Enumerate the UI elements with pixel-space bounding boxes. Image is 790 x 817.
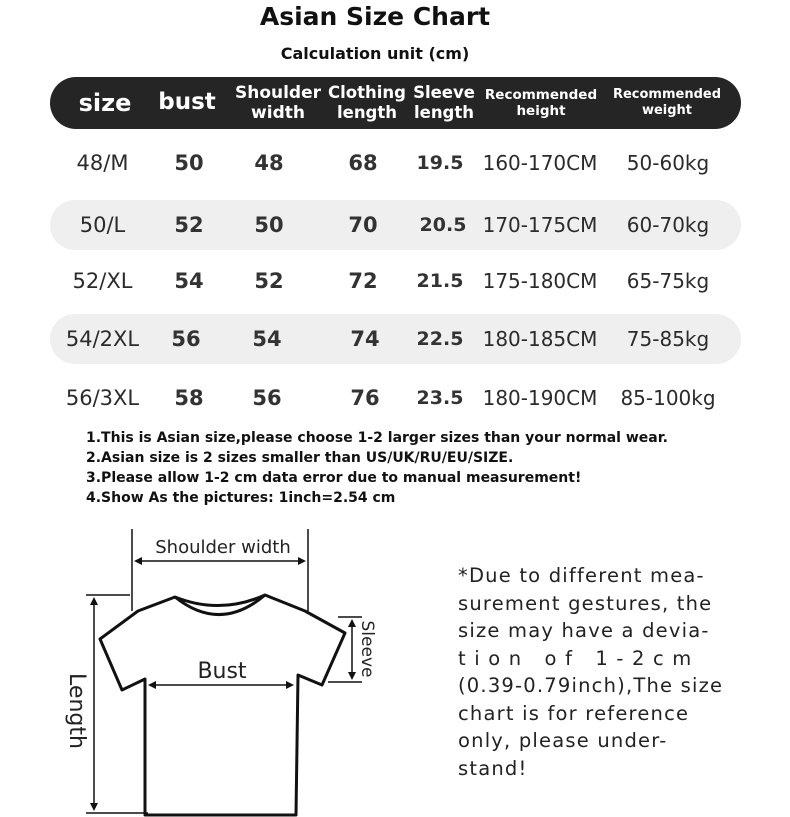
cell-weight: 65-75kg xyxy=(626,269,710,293)
notes-list xyxy=(86,428,668,508)
sleeve-label: Sleeve xyxy=(357,620,377,678)
cell-sleeve: 19.5 xyxy=(416,152,464,174)
cell-shoulder: 48 xyxy=(254,151,284,175)
bust-arrowhead-left xyxy=(148,681,156,689)
cell-size: 50/L xyxy=(79,213,126,237)
shoulder-width-label: Shoulder width xyxy=(155,537,291,558)
cell-bust: 50 xyxy=(174,151,204,175)
sleeve-arrowhead-top xyxy=(348,619,356,627)
deviation-line: size may have a devia- xyxy=(458,619,710,642)
deviation-line: (0.39-0.79inch),The size xyxy=(458,674,724,697)
table-row xyxy=(50,314,741,364)
header-bust: bust xyxy=(158,89,216,116)
header-clothing-length: Clothing length xyxy=(328,83,406,122)
cell-bust: 52 xyxy=(174,213,204,237)
shoulder-arrowhead-right xyxy=(298,557,306,565)
note-item: 3.Please allow 1-2 cm data error due to manual measurement! xyxy=(86,470,582,486)
deviation-line: *Due to different mea- xyxy=(458,564,705,587)
cell-shoulder: 56 xyxy=(252,386,282,410)
sleeve-arrowhead-bottom xyxy=(348,672,356,680)
cell-bust: 54 xyxy=(174,269,204,293)
cell-length: 68 xyxy=(348,151,378,175)
table-row xyxy=(50,138,741,188)
cell-length: 72 xyxy=(348,269,378,293)
cell-size: 48/M xyxy=(76,151,129,175)
deviation-line: surement gestures, the xyxy=(458,591,713,615)
cell-weight: 85-100kg xyxy=(620,386,716,410)
cell-height: 180-185CM xyxy=(482,327,598,351)
cell-length: 76 xyxy=(350,386,380,410)
deviation-line: only, please under- xyxy=(458,729,668,752)
chart-title: Asian Size Chart xyxy=(259,2,491,31)
cell-sleeve: 20.5 xyxy=(419,214,467,236)
tshirt-measurement-diagram xyxy=(0,515,420,817)
cell-sleeve: 23.5 xyxy=(416,387,464,409)
table-row xyxy=(50,373,741,423)
bust-arrowhead-right xyxy=(286,681,294,689)
header-shoulder: Shoulder width xyxy=(234,82,322,123)
cell-weight: 60-70kg xyxy=(626,213,710,237)
chart-subtitle: Calculation unit (cm) xyxy=(280,44,470,63)
cell-height: 170-175CM xyxy=(482,213,598,237)
cell-weight: 75-85kg xyxy=(626,327,710,351)
deviation-line: stand! xyxy=(458,756,528,780)
cell-height: 160-170CM xyxy=(482,151,598,175)
table-row xyxy=(50,200,741,250)
cell-length: 70 xyxy=(348,213,378,237)
cell-shoulder: 54 xyxy=(252,327,282,351)
cell-length: 74 xyxy=(350,327,380,351)
shoulder-arrowhead-left xyxy=(134,557,142,565)
cell-size: 56/3XL xyxy=(65,386,140,410)
deviation-note xyxy=(458,562,758,782)
cell-size: 54/2XL xyxy=(65,327,140,351)
cell-sleeve: 22.5 xyxy=(416,328,464,350)
bust-label: Bust xyxy=(197,659,247,684)
header-size: size xyxy=(78,88,132,117)
length-arrowhead-top xyxy=(90,597,98,605)
cell-height: 180-190CM xyxy=(482,386,598,410)
header-sleeve-length: Sleeve length xyxy=(413,83,475,122)
length-label: Length xyxy=(64,673,89,749)
note-item: 4.Show As the pictures: 1inch=2.54 cm xyxy=(86,490,396,506)
cell-bust: 56 xyxy=(171,327,201,351)
note-item: 2.Asian size is 2 sizes smaller than US/UK/RU/EU/SIZE. xyxy=(86,450,514,466)
cell-shoulder: 52 xyxy=(254,269,284,293)
note-item: 1.This is Asian size,please choose 1-2 larger sizes than your normal wear. xyxy=(86,430,668,446)
cell-weight: 50-60kg xyxy=(626,151,710,175)
header-recommended-height: Recommended height xyxy=(484,86,598,119)
deviation-line: chart is for reference xyxy=(458,701,690,725)
cell-bust: 58 xyxy=(174,386,204,410)
cell-sleeve: 21.5 xyxy=(416,270,464,292)
table-row xyxy=(50,256,741,306)
table-header xyxy=(50,77,741,129)
deviation-line: t i o n o f 1 - 2 c m xyxy=(458,646,693,670)
header-recommended-weight: Recommended weight xyxy=(612,87,722,118)
cell-shoulder: 50 xyxy=(254,213,284,237)
length-arrowhead-bottom xyxy=(90,803,98,811)
tshirt-outline-icon xyxy=(100,595,345,815)
cell-size: 52/XL xyxy=(72,269,133,293)
cell-height: 175-180CM xyxy=(482,269,598,293)
